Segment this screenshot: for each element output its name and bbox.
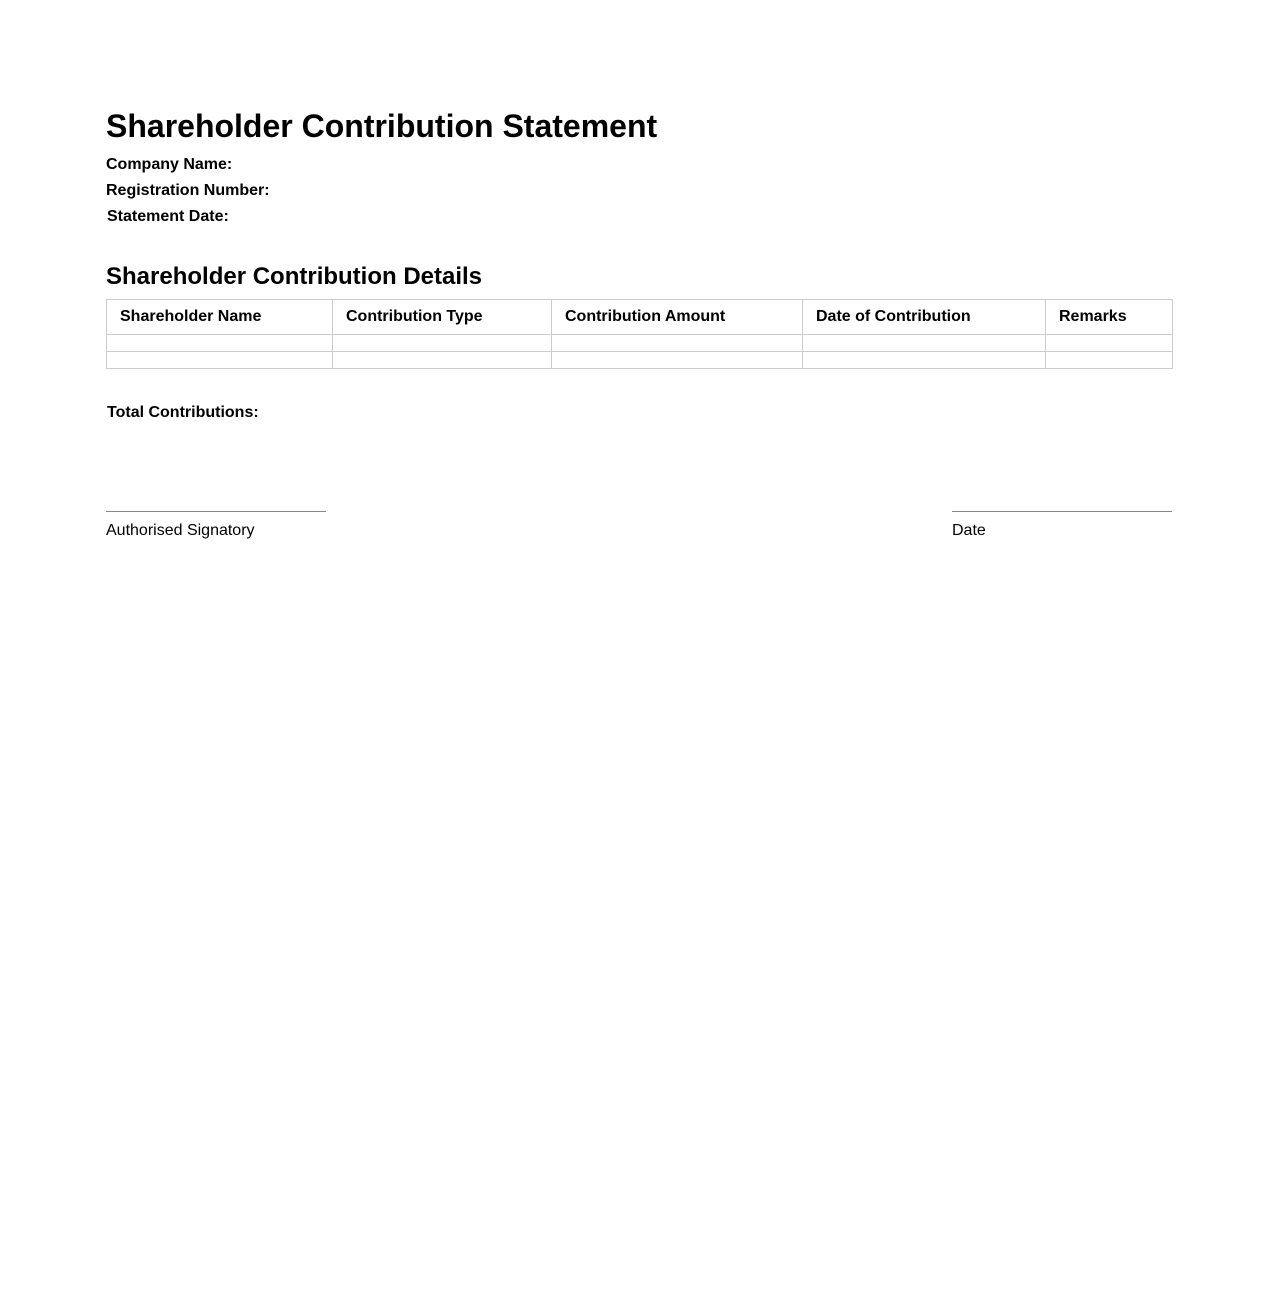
column-header-remarks: Remarks: [1046, 300, 1173, 335]
table-row: [107, 335, 1173, 352]
registration-number-label: Registration Number:: [106, 182, 270, 199]
company-name-label: Company Name:: [106, 156, 233, 173]
table-cell[interactable]: [552, 352, 803, 369]
table-row: [107, 352, 1173, 369]
table-cell[interactable]: [552, 335, 803, 352]
date-line: [952, 511, 1172, 512]
table-cell[interactable]: [1046, 335, 1173, 352]
column-header-contribution-type: Contribution Type: [333, 300, 552, 335]
table-cell[interactable]: [803, 352, 1046, 369]
document-title: Shareholder Contribution Statement: [106, 108, 658, 144]
table-cell[interactable]: [107, 352, 333, 369]
date-signature-block: [952, 511, 1172, 541]
date-label: Date: [952, 522, 986, 539]
table-cell[interactable]: [803, 335, 1046, 352]
authorised-signatory-label: Authorised Signatory: [106, 522, 255, 539]
contribution-table: [106, 299, 1173, 369]
column-header-date-of-contribution: Date of Contribution: [803, 300, 1046, 335]
authorised-signatory-block: [106, 511, 326, 541]
table-cell[interactable]: [333, 335, 552, 352]
table-header-row: [107, 300, 1173, 335]
table-cell[interactable]: [107, 335, 333, 352]
column-header-contribution-amount: Contribution Amount: [552, 300, 803, 335]
table-cell[interactable]: [333, 352, 552, 369]
statement-date-label: Statement Date:: [107, 208, 229, 225]
total-contributions-label: Total Contributions:: [107, 404, 259, 421]
details-section-heading: Shareholder Contribution Details: [106, 263, 483, 290]
column-header-shareholder-name: Shareholder Name: [107, 300, 333, 335]
signature-line: [106, 511, 326, 512]
table-cell[interactable]: [1046, 352, 1173, 369]
